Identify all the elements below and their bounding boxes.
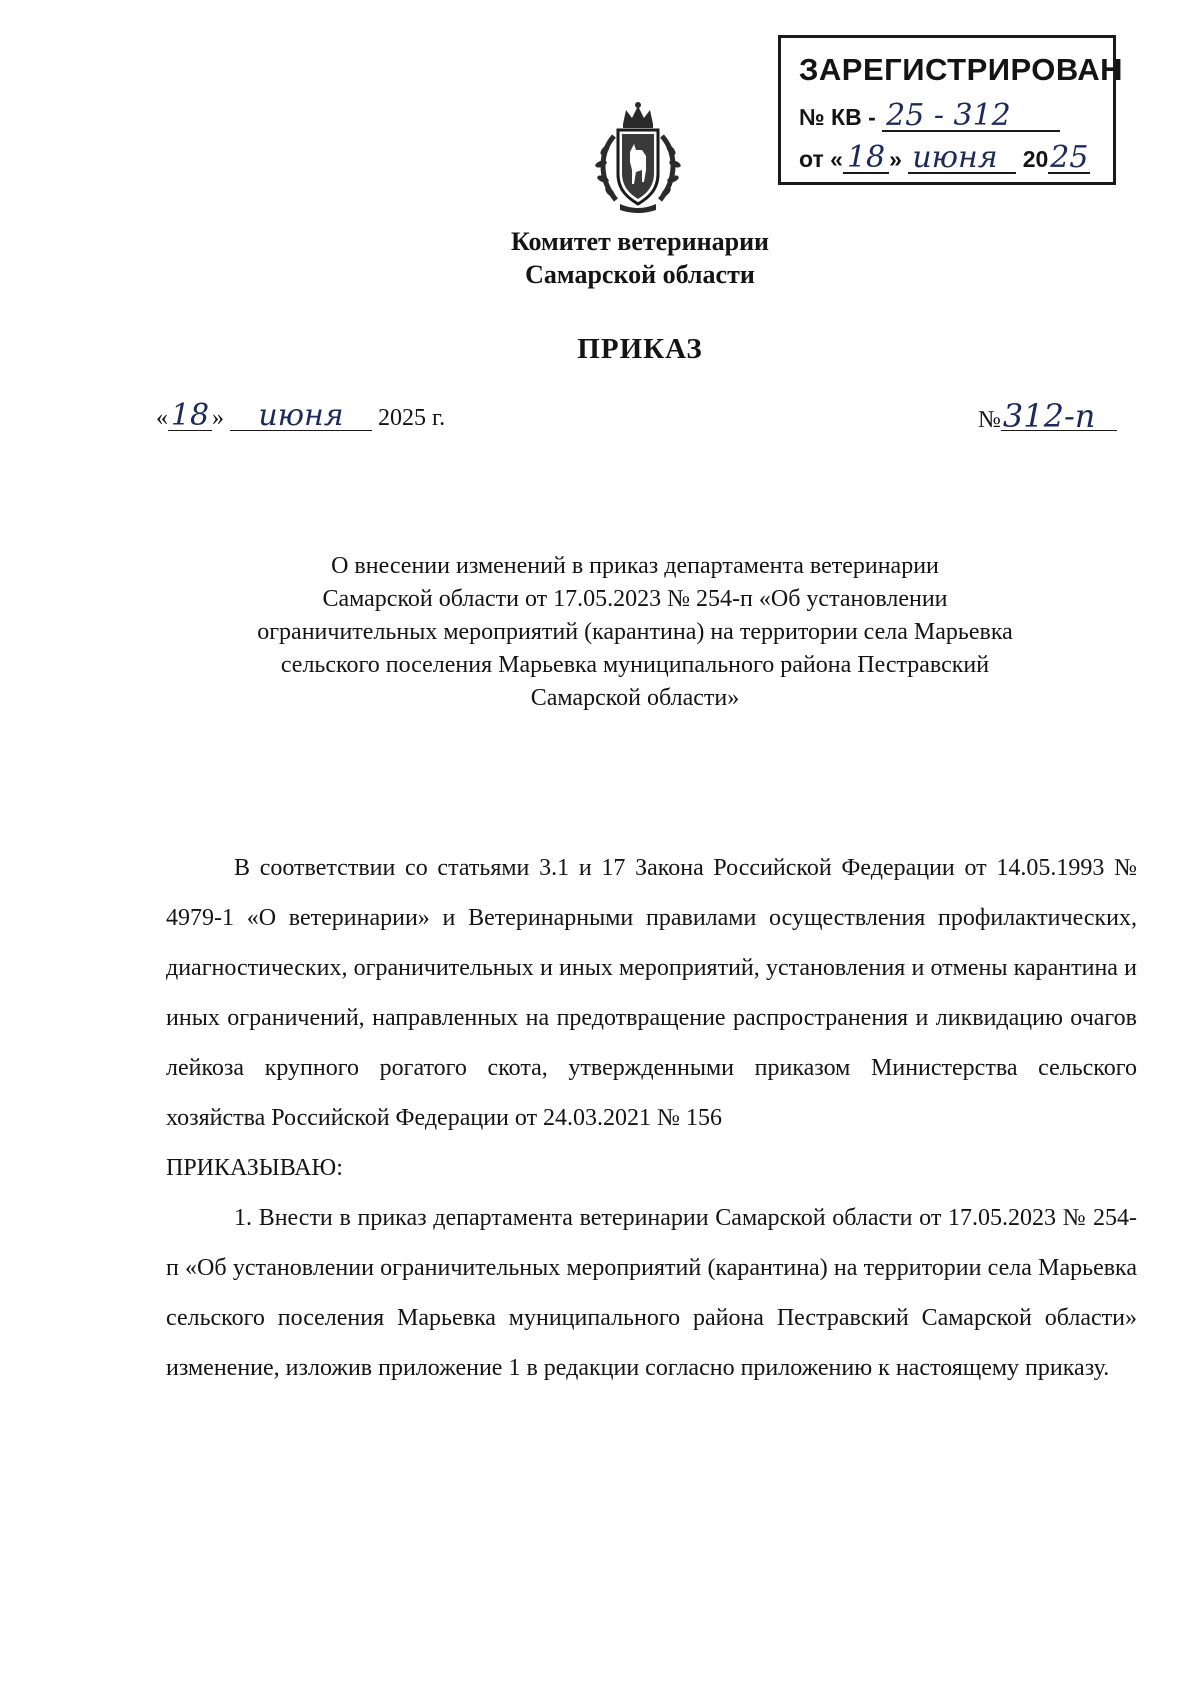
date-close-quote: »: [212, 405, 224, 431]
stamp-date-month: июня: [908, 144, 1016, 174]
order-item-1: 1. Внести в приказ департамента ветеринарии Самарской области от 17.05.2023 № 254-п «Об установлении ограничительных мероприятий (карантина) на территории села Марьевка сельского поселения Марьевка муниципального района Пестравский Самарской области» изменение, изложив приложение 1 в редакции согласно приложению к настоящему приказу.: [166, 1205, 1137, 1381]
stamp-reg-prefix: № КВ -: [799, 104, 876, 130]
stamp-date-day: 18: [843, 144, 889, 174]
stamp-date-mid: »: [889, 146, 902, 172]
stamp-year-suffix: 25: [1050, 140, 1089, 175]
stamp-reg-number: 25 - 312: [882, 102, 1060, 132]
organization-name: [400, 225, 880, 291]
subject-line: О внесении изменений в приказ департамента ветеринарии: [331, 553, 939, 579]
date-month: июня: [230, 402, 372, 431]
stamp-reg-number-row: [799, 98, 1060, 133]
stamp-date-row: [799, 140, 1090, 175]
preamble-paragraph: В соответствии со статьями 3.1 и 17 Закона Российской Федерации от 14.05.1993 № 4979-1 «О ветеринарии» и Ветеринарными правилами осуществления профилактических, диагностических, ограничительных и иных мероприятий, установления и отмены карантина и иных ограничений, направленных на предотвращение распространения и ликвидацию очагов лейкоза крупного рогатого скота, утвержденными приказом Министерства сельского хозяйства Российской Федерации от 24.03.2021 № 156: [166, 855, 1137, 1131]
order-subject: [150, 550, 1120, 715]
order-date: [156, 398, 446, 433]
order-word: ПРИКАЗЫВАЮ:: [166, 1155, 343, 1181]
org-name-line2: Самарской области: [525, 260, 755, 289]
stamp-year-prefix: 20: [1022, 146, 1049, 172]
subject-line: ограничительных мероприятий (карантина) на территории села Марьевка: [257, 619, 1013, 645]
document-type: ПРИКАЗ: [577, 333, 703, 365]
order-number: [978, 397, 1117, 435]
number-prefix: №: [978, 407, 1001, 433]
stamp-title: ЗАРЕГИСТРИРОВАН: [799, 52, 1124, 87]
number-value: 312-п: [1001, 402, 1117, 431]
date-open-quote: «: [156, 405, 168, 431]
subject-line: сельского поселения Марьевка муниципального района Пестравский: [280, 652, 990, 678]
order-body: [166, 843, 1137, 1393]
date-year: 2025 г.: [378, 405, 446, 431]
subject-line: Самарской области»: [530, 685, 740, 711]
registration-stamp: [778, 35, 1124, 185]
stamp-date-prefix: от «: [799, 146, 843, 172]
date-day: 18: [168, 402, 212, 431]
samara-coat-of-arms-icon: [590, 100, 686, 216]
subject-line: Самарской области от 17.05.2023 № 254-п «Об установлении: [322, 586, 948, 612]
org-name-line1: Комитет ветеринарии: [510, 227, 770, 256]
